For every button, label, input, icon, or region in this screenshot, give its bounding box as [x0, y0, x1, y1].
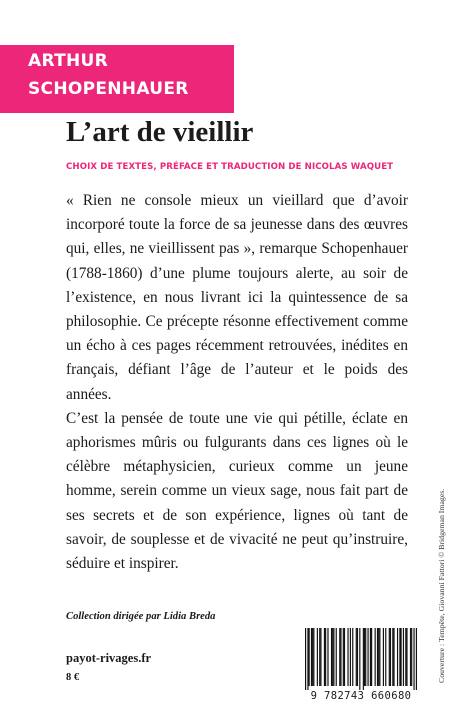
back-cover-text [66, 189, 408, 576]
barcode-bar [390, 628, 391, 686]
barcode-bar [363, 628, 364, 690]
barcode-bar [371, 628, 372, 686]
barcode-bar [357, 628, 358, 686]
barcode-digits: 9 782743 660680 [310, 690, 412, 702]
barcode-bar [305, 628, 306, 690]
barcode-bar [313, 628, 314, 686]
barcode-bar [410, 628, 411, 686]
barcode-bar [377, 628, 378, 686]
barcode-bar [367, 628, 368, 686]
barcode-bar [347, 628, 348, 686]
publisher-website: payot-rivages.fr [66, 651, 152, 665]
barcode-bar [327, 628, 328, 686]
barcode-bar [331, 628, 332, 686]
barcode-bar [405, 628, 406, 686]
barcode-bar [325, 628, 326, 686]
barcode-bar [406, 628, 407, 686]
barcode-bar [403, 628, 404, 686]
barcode-bar [312, 628, 313, 686]
barcode-bar [389, 628, 390, 686]
barcode-bar [370, 628, 371, 686]
barcode-bar [399, 628, 400, 686]
barcode-bar [309, 628, 310, 686]
price: 8 € [66, 672, 80, 683]
paragraph-2: C’est la pensée de toute une vie qui pétille, éclate en aphorismes mûris ou fulgurants dans ces lignes où le célèbre métaphysicien, curieux comme un jeune homme, serein comme un vieux sage, nous fait part de ses secrets et de son expérience, lignes où tant de savoir, de souplesse et de vivacité ne peut qu’instruire, séduire et inspirer. [66, 409, 408, 573]
barcode-bar [356, 628, 357, 686]
barcode-bar [311, 628, 312, 686]
barcode-bar [324, 628, 325, 686]
barcode-bar [385, 628, 386, 686]
barcode-bar [333, 628, 334, 686]
barcode-bar [378, 628, 379, 686]
barcode-bar [393, 628, 394, 686]
barcode-bar [365, 628, 366, 686]
book-title: L’art de vieillir [66, 116, 254, 148]
barcode-bar [319, 628, 320, 686]
author-last-name: SCHOPENHAUER [28, 79, 189, 99]
author-band [0, 45, 234, 113]
barcode-bar [413, 628, 414, 690]
barcode-bar [340, 628, 341, 686]
barcode-bar [350, 628, 351, 686]
collection-note: Collection dirigée par Lidia Breda [66, 611, 216, 622]
barcode-bar [375, 628, 376, 686]
author-first-name: ARTHUR [28, 51, 109, 71]
book-subtitle: CHOIX DE TEXTES, PRÉFACE ET TRADUCTION DE NICOLAS WAQUET [66, 162, 394, 172]
barcode-bar [416, 628, 417, 690]
barcode-bar [332, 628, 333, 686]
barcode-bar [344, 628, 345, 686]
cover-credit: Couverture : Tempête, Giovanni Fattori © Bridgeman Images. [437, 488, 446, 683]
barcode-bar [320, 628, 321, 686]
barcode-bar [352, 628, 353, 686]
barcode-bar [339, 628, 340, 686]
barcode-bar [379, 628, 380, 686]
isbn-barcode [305, 628, 417, 704]
barcode-bar [392, 628, 393, 686]
barcode-bar [383, 628, 384, 686]
barcode-bar [411, 628, 412, 686]
barcode-bar [317, 628, 318, 686]
barcode-bar [364, 628, 365, 686]
barcode-bar [400, 628, 401, 686]
barcode-bar [397, 628, 398, 686]
barcode-bar [343, 628, 344, 686]
barcode-bar [336, 628, 337, 686]
paragraph-1: « Rien ne console mieux un vieillard que d’avoir incorporé toute la force de sa jeunesse dans des œuvres qui, elles, ne vieillissent pas », remarque Schopenhauer (1788-1860) d’une plume toujours alerte, au soir de l’existence, en nous livrant ici la quintessence de sa philosophie. Ce précepte résonne effectivement comme un écho à ces pages récemment retrouvées, inédites en français, défiant l’âge de l’auteur et le poids des années. [66, 192, 408, 403]
barcode-bar [359, 628, 360, 690]
barcode-bars [305, 628, 417, 690]
barcode-bar [307, 628, 308, 690]
